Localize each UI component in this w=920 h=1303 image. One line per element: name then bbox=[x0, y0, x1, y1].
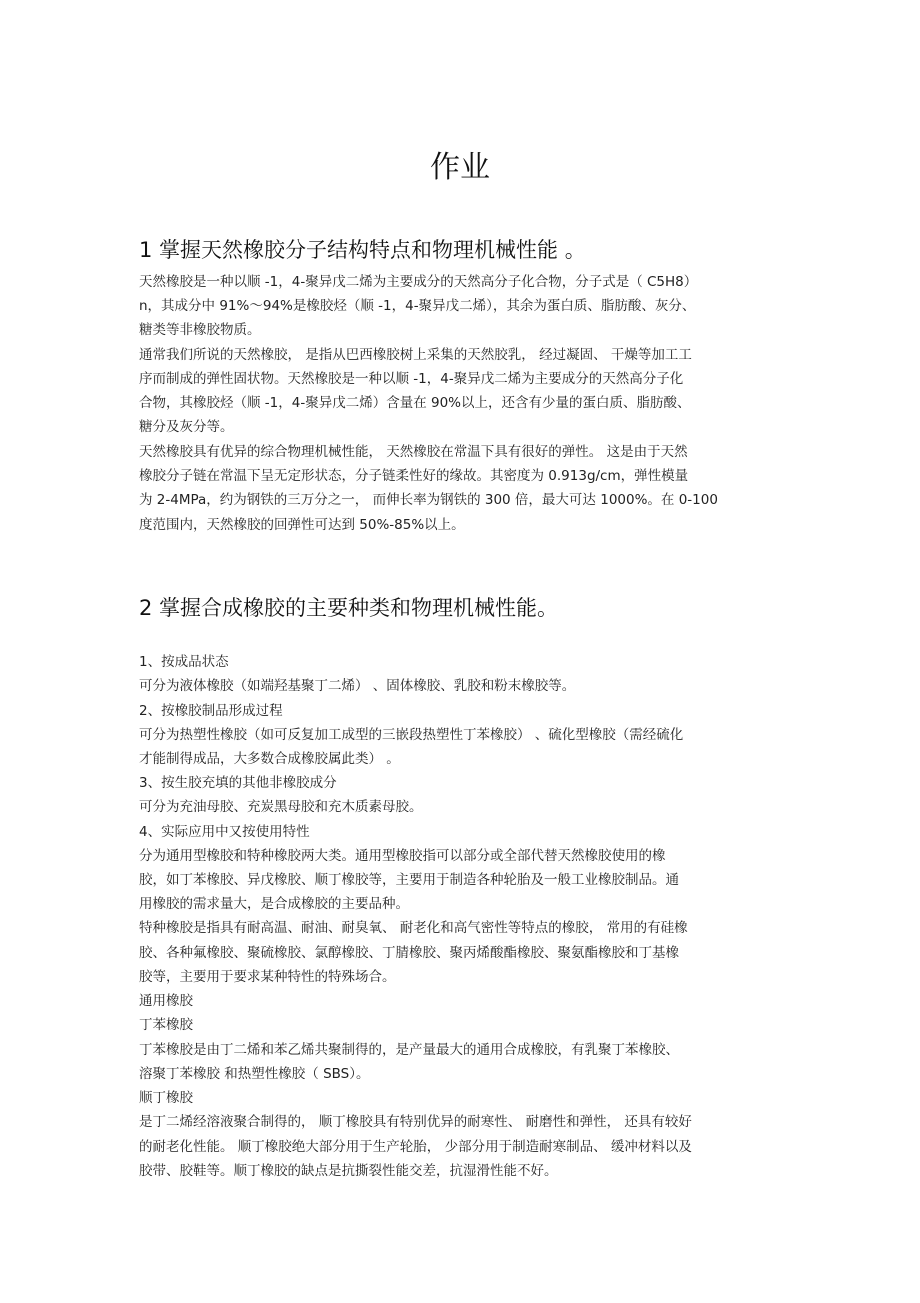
section2-line: 丁苯橡胶 bbox=[139, 1017, 193, 1033]
section1-line: 度范围内，天然橡胶的回弹性可达到 50%-85%以上。 bbox=[139, 517, 465, 533]
section2-line: 胶等，主要用于要求某种特性的特殊场合。 bbox=[139, 969, 396, 985]
section2-line: 的耐老化性能。 顺丁橡胶绝大部分用于生产轮胎， 少部分用于制造耐寒制品、 缓冲材料以及 bbox=[139, 1139, 692, 1155]
section2-line: 可分为热塑性橡胶（如可反复加工成型的三嵌段热塑性丁苯橡胶） 、硫化型橡胶（需经硫化 bbox=[139, 727, 684, 743]
section2-heading: 2 掌握合成橡胶的主要种类和物理机械性能。 bbox=[139, 596, 559, 620]
section1-line: 为 2-4MPa，约为钢铁的三万分之一， 而伸长率为钢铁的 300 倍，最大可达 1000%。在 0-100 bbox=[139, 492, 718, 508]
section2-line: 通用橡胶 bbox=[139, 993, 193, 1009]
section2-line: 丁苯橡胶是由丁二烯和苯乙烯共聚制得的，是产量最大的通用合成橡胶，有乳聚丁苯橡胶、 bbox=[139, 1042, 679, 1058]
section2-line: 溶聚丁苯橡胶 和热塑性橡胶（ SBS）。 bbox=[139, 1066, 370, 1082]
section2-line: 顺丁橡胶 bbox=[139, 1090, 193, 1106]
section1-line: 天然橡胶具有优异的综合物理机械性能， 天然橡胶在常温下具有很好的弹性。 这是由于天然 bbox=[139, 444, 688, 460]
section1-line: 橡胶分子链在常温下呈无定形状态，分子链柔性好的缘故。其密度为 0.913g/cm，弹性模量 bbox=[139, 468, 689, 484]
section1-line: 合物，其橡胶烃（顺 -1，4-聚异戊二烯）含量在 90%以上，还含有少量的蛋白质、脂肪酸、 bbox=[139, 395, 691, 411]
section1-heading: 1 掌握天然橡胶分子结构特点和物理机械性能 。 bbox=[139, 238, 586, 262]
section1-line: 糖分及灰分等。 bbox=[139, 419, 234, 435]
section2-line: 1、按成品状态 bbox=[139, 654, 229, 670]
section2-line: 特种橡胶是指具有耐高温、耐油、耐臭氧、 耐老化和高气密性等特点的橡胶， 常用的有硅橡 bbox=[139, 920, 688, 936]
section2-line: 用橡胶的需求量大，是合成橡胶的主要品种。 bbox=[139, 896, 409, 912]
section2-line: 4、实际应用中又按使用特性 bbox=[139, 824, 310, 840]
section1-line: 糖类等非橡胶物质。 bbox=[139, 322, 261, 338]
section1-line: 通常我们所说的天然橡胶， 是指从巴西橡胶树上采集的天然胶乳， 经过凝固、 干燥等加工工 bbox=[139, 347, 692, 363]
section2-line: 是丁二烯经溶液聚合制得的， 顺丁橡胶具有特别优异的耐寒性、 耐磨性和弹性， 还具有较好 bbox=[139, 1114, 692, 1130]
section1-line: 天然橡胶是一种以顺 -1，4-聚异戊二烯为主要成分的天然高分子化合物，分子式是（ C5H8） bbox=[139, 274, 698, 290]
section2-line: 胶带、胶鞋等。顺丁橡胶的缺点是抗撕裂性能交差，抗湿滑性能不好。 bbox=[139, 1163, 558, 1179]
section2-line: 2、按橡胶制品形成过程 bbox=[139, 703, 283, 719]
section2-line: 3、按生胶充填的其他非橡胶成分 bbox=[139, 775, 337, 791]
section2-line: 可分为充油母胶、充炭黑母胶和充木质素母胶。 bbox=[139, 799, 423, 815]
section2-line: 可分为液体橡胶（如端羟基聚丁二烯） 、固体橡胶、乳胶和粉末橡胶等。 bbox=[139, 678, 576, 694]
section2-line: 分为通用型橡胶和特种橡胶两大类。通用型橡胶指可以部分或全部代替天然橡胶使用的橡 bbox=[139, 848, 666, 864]
section2-line: 胶、各种氟橡胶、聚硫橡胶、氯醇橡胶、丁腈橡胶、聚丙烯酸酯橡胶、聚氨酯橡胶和丁基橡 bbox=[139, 945, 679, 961]
page-title: 作业 bbox=[430, 150, 490, 185]
section2-line: 才能制得成品，大多数合成橡胶属此类） 。 bbox=[139, 751, 400, 767]
section1-line: n，其成分中 91%～94%是橡胶烃（顺 -1，4-聚异戊二烯），其余为蛋白质、脂肪酸、灰分、 bbox=[139, 298, 696, 314]
section2-line: 胶，如丁苯橡胶、异戊橡胶、顺丁橡胶等，主要用于制造各种轮胎及一般工业橡胶制品。通 bbox=[139, 872, 679, 888]
section1-line: 序而制成的弹性固状物。天然橡胶是一种以顺 -1，4-聚异戊二烯为主要成分的天然高分子化 bbox=[139, 371, 684, 387]
